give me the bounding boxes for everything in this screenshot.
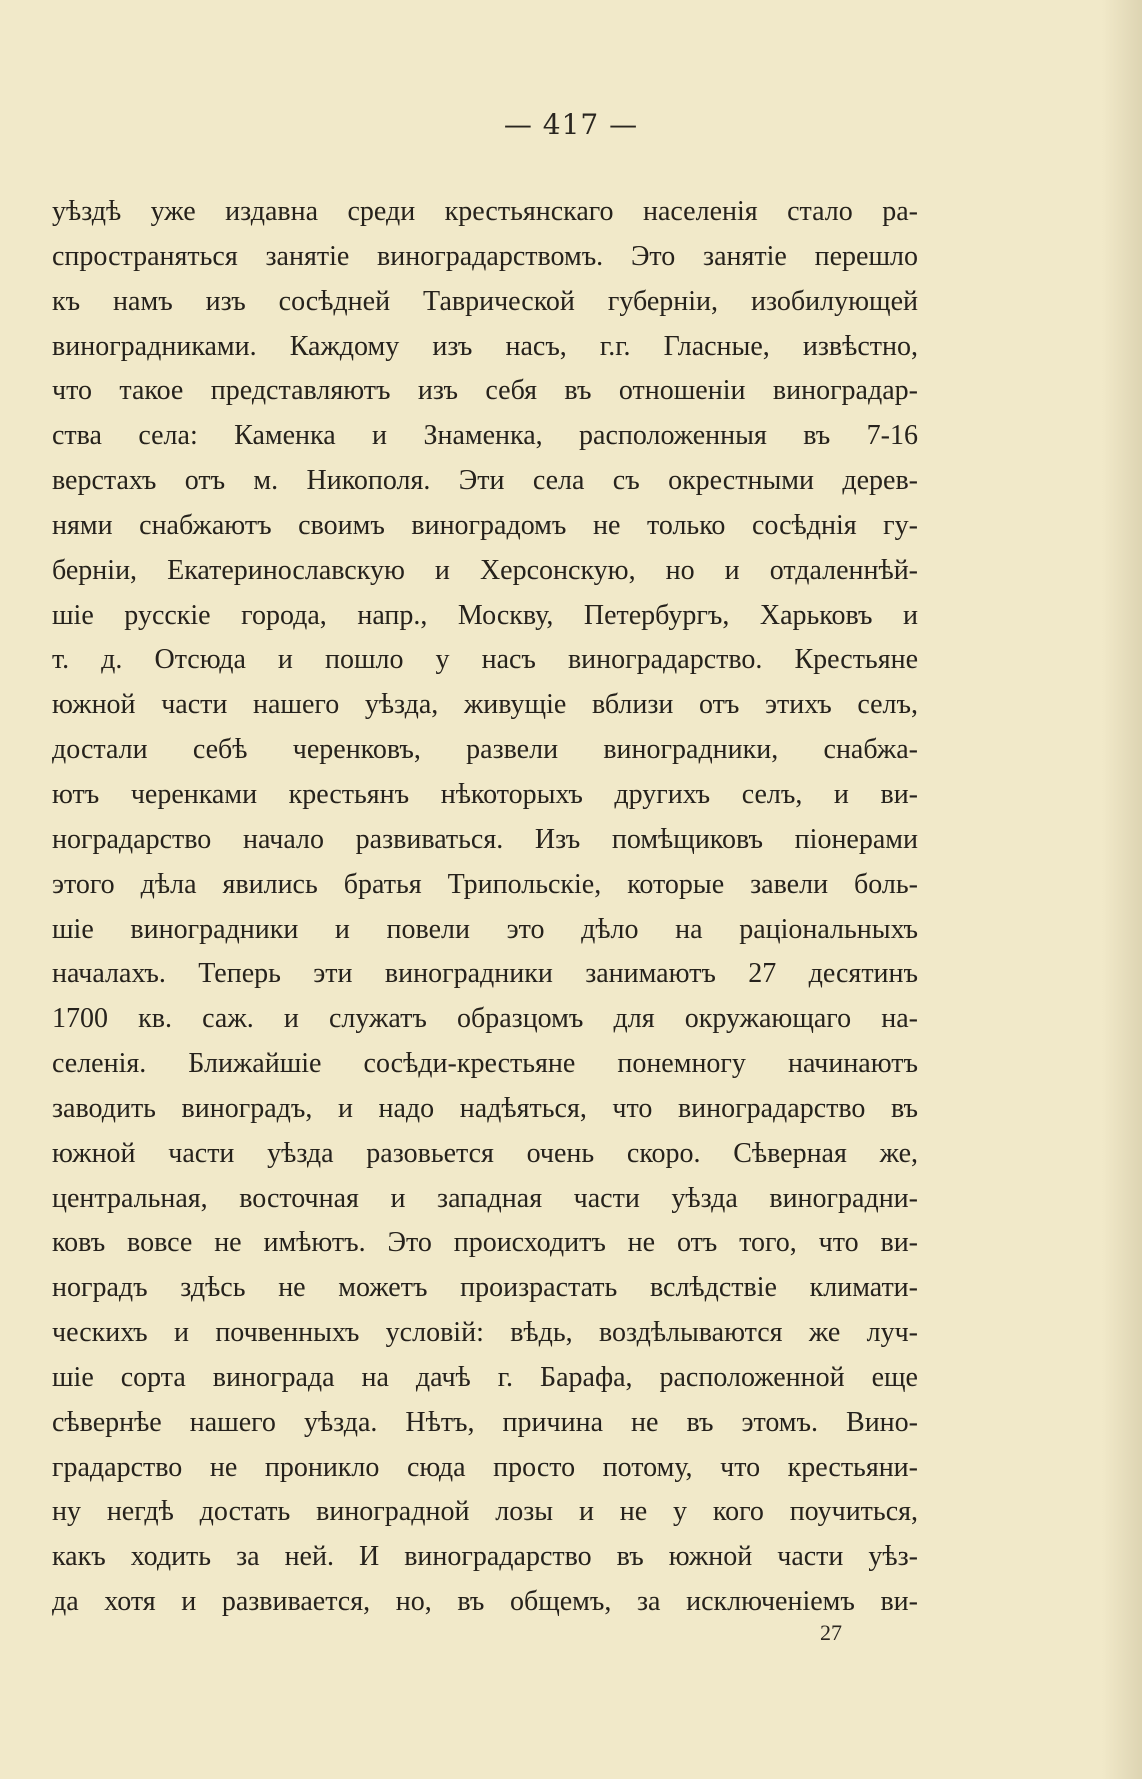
text-line: берніи, Екатеринославскую и Херсонскую, но и отдаленнѣй- bbox=[52, 554, 918, 586]
text-line: ютъ черенками крестьянъ нѣкоторыхъ другихъ селъ, и ви- bbox=[52, 778, 918, 810]
text-line: уѣздѣ уже издавна среди крестьянскаго населенія стало ра- bbox=[52, 196, 918, 227]
text-line: этого дѣла явились братья Трипольскіе, которые завели боль- bbox=[52, 868, 918, 900]
text-line: т. д. Отсюда и пошло у насъ виноградарство. Крестьяне bbox=[52, 644, 918, 676]
text-line: сѣвернѣе нашего уѣзда. Нѣтъ, причина не въ этомъ. Вино- bbox=[52, 1406, 918, 1438]
text-line: началахъ. Теперь эти виноградники занимаютъ 27 десятинъ bbox=[52, 958, 918, 990]
text-line: шіе сорта винограда на дачѣ г. Барафа, расположенной еще bbox=[52, 1361, 918, 1393]
text-line: да хотя и развивается, но, въ общемъ, за исключеніемъ ви- bbox=[52, 1586, 918, 1618]
text-line: спространяться занятіе виноградарствомъ. Это занятіе перешло bbox=[52, 240, 918, 272]
text-line: ноградарство начало развиваться. Изъ помѣщиковъ піонерами bbox=[52, 823, 918, 855]
text-line: 1700 кв. саж. и служатъ образцомъ для окружающаго на- bbox=[52, 1003, 918, 1035]
text-line: ческихъ и почвенныхъ условій: вѣдь, воздѣлываются же луч- bbox=[52, 1317, 918, 1349]
text-line: южной части уѣзда разовьется очень скоро. Сѣверная же, bbox=[52, 1137, 918, 1169]
text-line: центральная, восточная и западная части уѣзда виноградни- bbox=[52, 1182, 918, 1214]
text-line: ну негдѣ достать виноградной лозы и не у кого поучиться, bbox=[52, 1496, 918, 1528]
text-line: виноградниками. Каждому изъ насъ, г.г. Гласные, извѣстно, bbox=[52, 330, 918, 362]
body-text bbox=[52, 190, 918, 1625]
text-line: верстахъ отъ м. Никополя. Эти села съ окрестными дерев- bbox=[52, 465, 918, 497]
text-line: нями снабжаютъ своимъ виноградомъ не только сосѣднія гу- bbox=[52, 509, 918, 541]
text-line: что такое представляютъ изъ себя въ отношеніи виноградар- bbox=[52, 375, 918, 407]
text-line: какъ ходить за ней. И виноградарство въ южной части уѣз- bbox=[52, 1541, 918, 1573]
text-line: градарство не проникло сюда просто потому, что крестьяни- bbox=[52, 1451, 918, 1483]
page-number-header: — 417 — bbox=[503, 108, 639, 141]
printer-signature-mark: 27 bbox=[820, 1620, 842, 1645]
text-line: шіе виноградники и повели это дѣло на раціональныхъ bbox=[52, 913, 918, 945]
text-line: ноградъ здѣсь не можетъ произрастать вслѣдствіе климати- bbox=[52, 1272, 918, 1304]
page-edge-shadow bbox=[1102, 0, 1142, 1779]
text-line: ства села: Каменка и Знаменка, расположенныя въ 7-16 bbox=[52, 420, 918, 452]
text-line: ковъ вовсе не имѣютъ. Это происходитъ не отъ того, что ви- bbox=[52, 1227, 918, 1259]
text-line: южной части нашего уѣзда, живущіе вблизи отъ этихъ селъ, bbox=[52, 689, 918, 721]
text-line: заводить виноградъ, и надо надѣяться, что виноградарство въ bbox=[52, 1092, 918, 1124]
text-line: шіе русскіе города, напр., Москву, Петербургъ, Харьковъ и bbox=[52, 599, 918, 631]
text-line: достали себѣ черенковъ, развели виноградники, снабжа- bbox=[52, 734, 918, 766]
text-line: къ намъ изъ сосѣдней Таврической губерніи, изобилующей bbox=[52, 285, 918, 317]
text-line: селенія. Ближайшіе сосѣди-крестьяне понемногу начинаютъ bbox=[52, 1048, 918, 1080]
